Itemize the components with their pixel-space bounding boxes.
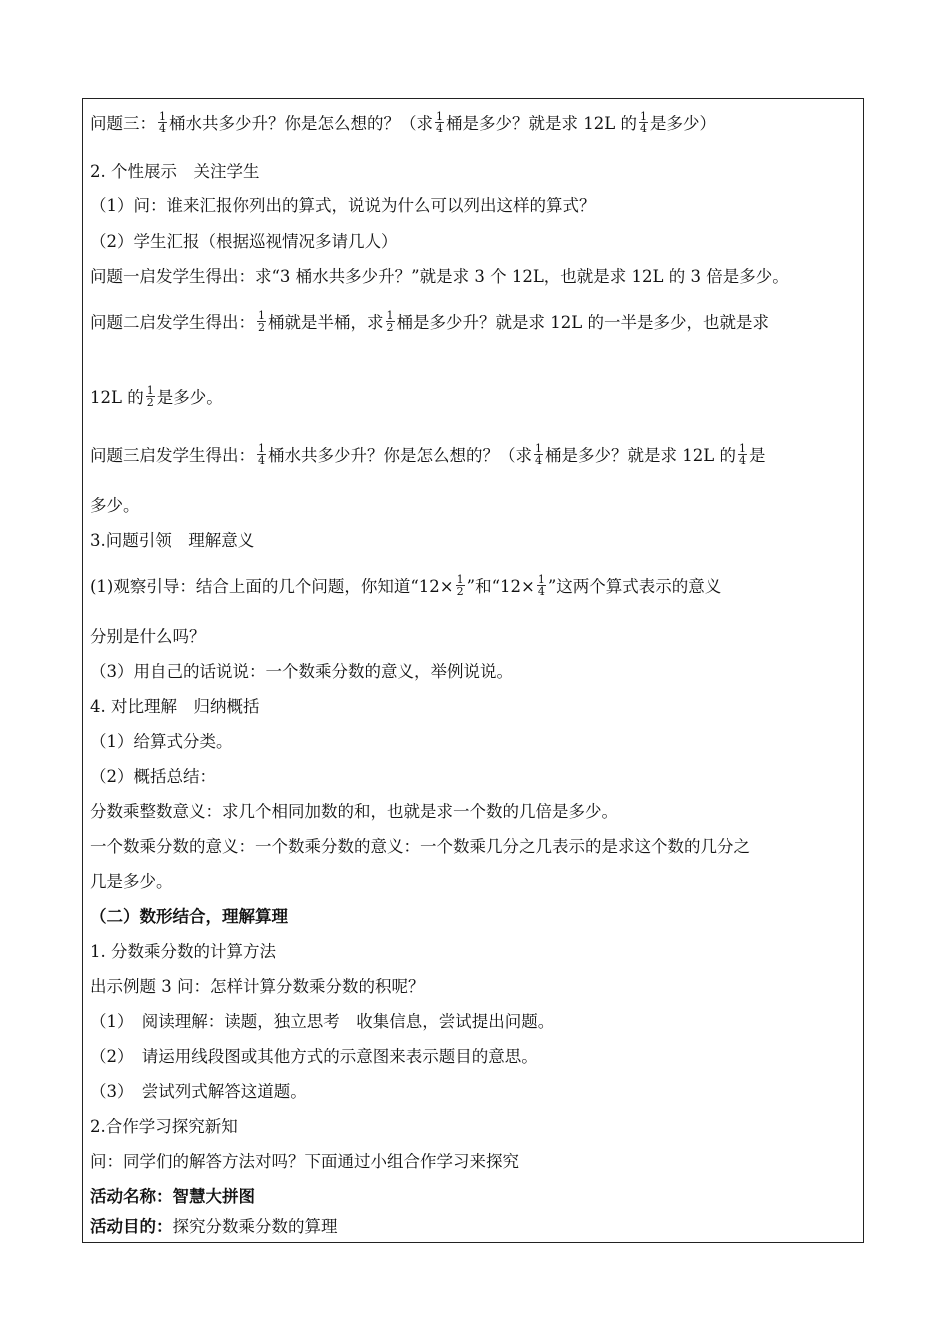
activity-goal-label: 活动目的：	[90, 1217, 173, 1236]
text-line-27: 问：同学们的解答方法对吗？下面通过小组合作学习来探究	[90, 1152, 519, 1171]
fraction-one-quarter: $\frac{1}{4}$	[159, 110, 166, 135]
text-segment: 是	[748, 446, 766, 465]
text-line-9: 多少。	[90, 496, 140, 515]
fraction-one-quarter: $\frac{1}{4}$	[436, 110, 443, 135]
text-segment: 是多少）	[649, 114, 716, 133]
text-line-7	[90, 384, 223, 410]
text-segment: ”这两个算式表示的意义	[547, 577, 722, 596]
text-line-8	[90, 442, 766, 468]
text-line-23: （1） 阅读理解：读题，独立思考 收集信息，尝试提出问题。	[90, 1012, 555, 1031]
text-line-15: （1）给算式分类。	[90, 732, 233, 751]
activity-goal-text: 探究分数乘分数的算理	[172, 1217, 338, 1236]
fraction-one-quarter: $\frac{1}{4}$	[258, 442, 265, 467]
text-line-16: （2）概括总结：	[90, 767, 216, 786]
fraction-one-quarter: $\frac{1}{4}$	[738, 442, 746, 467]
text-segment: 问题三：	[90, 114, 156, 133]
text-segment: ”和“12×	[466, 577, 535, 596]
text-segment: 问题二启发学生得出：	[90, 313, 255, 332]
text-segment: 桶水共多少升？你是怎么想的？（求	[268, 446, 532, 465]
text-segment: 桶水共多少升？你是怎么想的？（求	[169, 114, 433, 133]
text-segment: 桶就是半桶，求	[268, 313, 384, 332]
text-line-5: 问题一启发学生得出：求“3 桶水共多少升？”就是求 3 个 12L，也就是求 12L 的 3 倍是多少。	[90, 267, 789, 286]
text-line-19: 几是多少。	[90, 872, 173, 891]
text-line-22: 出示例题 3 问：怎样计算分数乘分数的积呢？	[90, 977, 425, 996]
text-line-17: 分数乘整数意义：求几个相同加数的和，也就是求一个数的几倍是多少。	[90, 802, 618, 821]
text-segment: 问题三启发学生得出：	[90, 446, 255, 465]
text-line-24: （2） 请运用线段图或其他方式的示意图来表示题目的意思。	[90, 1047, 538, 1066]
text-segment: 桶是多少？就是求 12L 的	[545, 446, 736, 465]
fraction-one-half: $\frac{1}{2}$	[386, 309, 394, 334]
text-segment: 桶是多少升？就是求 12L 的一半是多少，也就是求	[396, 313, 769, 332]
text-line-25: （3） 尝试列式解答这道题。	[90, 1082, 307, 1101]
text-line-26: 2.合作学习探究新知	[90, 1117, 238, 1136]
activity-name: 活动名称：智慧大拼图	[90, 1187, 255, 1206]
text-segment: 是多少。	[156, 388, 223, 407]
text-line-3: （1）问：谁来汇报你列出的算式，说说为什么可以列出这样的算式？	[90, 196, 596, 215]
activity-goal	[90, 1217, 338, 1237]
text-line-21: 1. 分数乘分数的计算方法	[90, 942, 276, 961]
text-line-2: 2. 个性展示 关注学生	[90, 162, 260, 181]
text-line-13: （3）用自己的话说说：一个数乘分数的意义，举例说说。	[90, 662, 513, 681]
text-line-12: 分别是什么吗？	[90, 627, 206, 646]
fraction-one-half: $\frac{1}{2}$	[258, 309, 265, 334]
fraction-one-half: $\frac{1}{2}$	[456, 573, 464, 598]
text-line-10: 3.问题引领 理解意义	[90, 531, 255, 550]
text-line-6	[90, 309, 769, 335]
text-segment: 桶是多少？就是求 12L 的	[446, 114, 637, 133]
text-line-18: 一个数乘分数的意义：一个数乘分数的意义：一个数乘几分之几表示的是求这个数的几分之	[90, 837, 750, 856]
fraction-one-quarter: $\frac{1}{4}$	[537, 573, 545, 598]
fraction-one-quarter: $\frac{1}{4}$	[639, 110, 647, 135]
text-line-11	[90, 573, 722, 599]
text-line-4: （2）学生汇报（根据巡视情况多请几人）	[90, 232, 398, 251]
fraction-one-quarter: $\frac{1}{4}$	[535, 442, 542, 467]
text-line-14: 4. 对比理解 归纳概括	[90, 697, 260, 716]
text-segment: (1)观察引导：结合上面的几个问题，你知道“12×	[90, 577, 454, 596]
section-heading: （二）数形结合，理解算理	[90, 907, 288, 926]
text-line-1	[90, 110, 716, 136]
fraction-one-half: $\frac{1}{2}$	[146, 384, 154, 409]
text-segment: 12L 的	[90, 388, 144, 407]
